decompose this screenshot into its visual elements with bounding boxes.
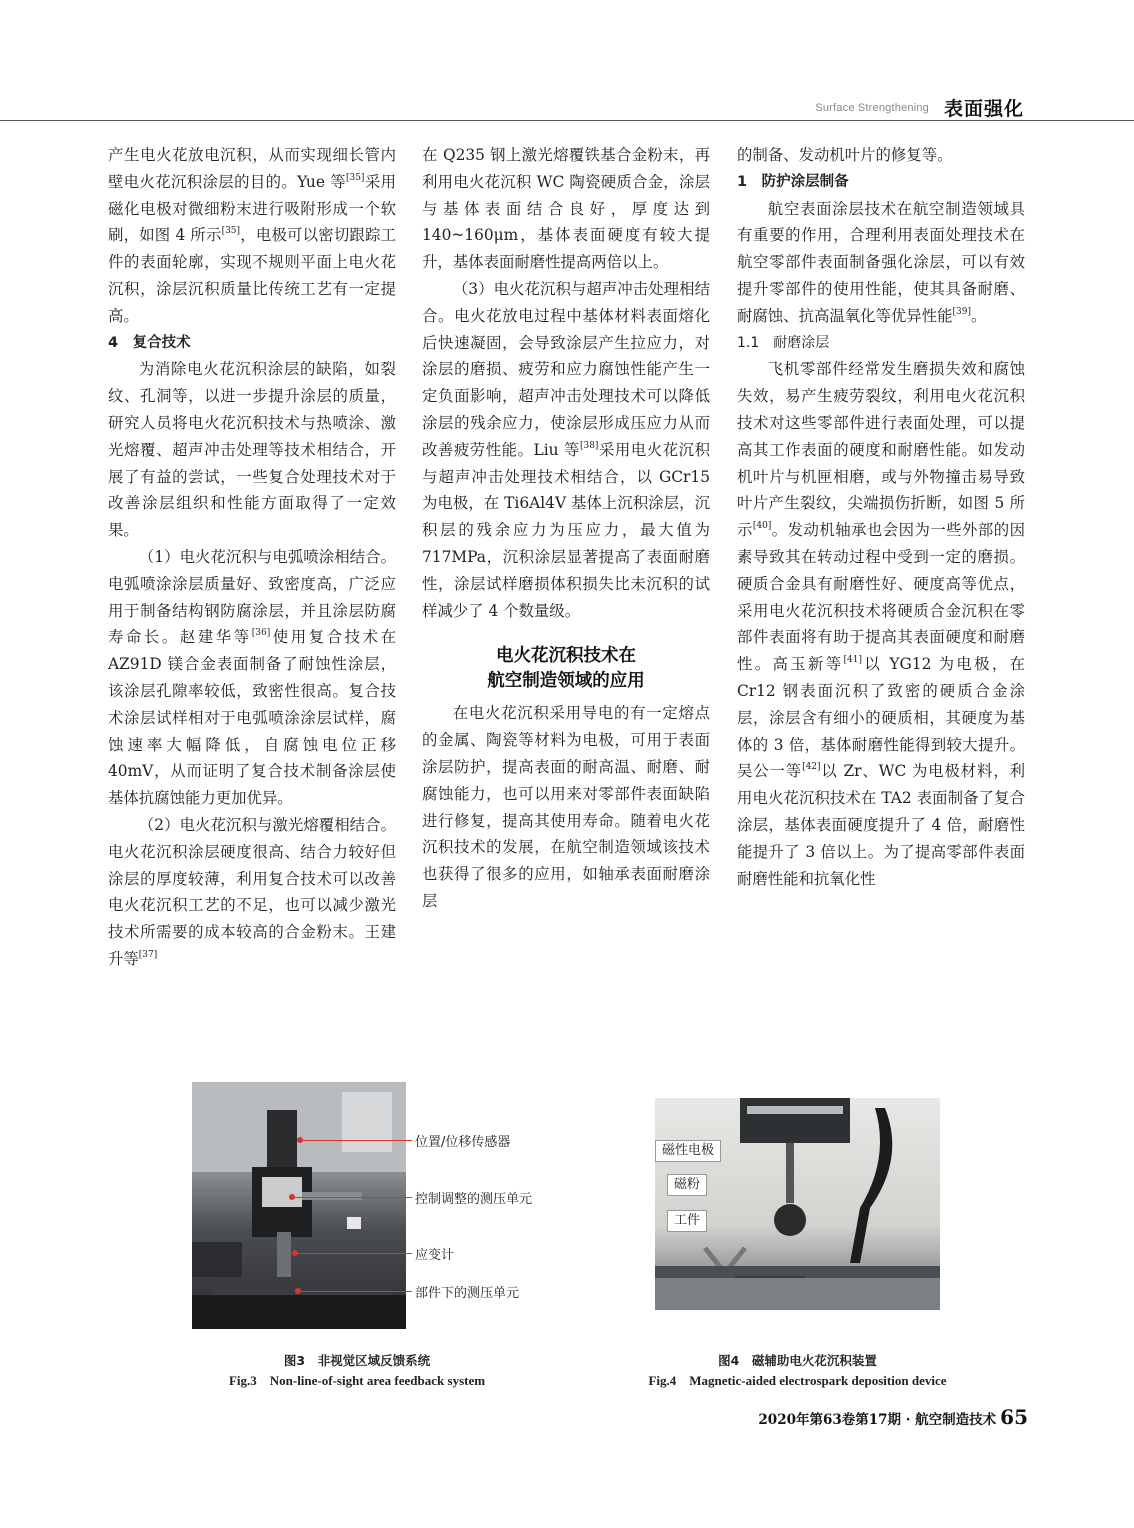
citation[interactable]: [36] [251,628,271,639]
citation[interactable]: [40] [752,521,772,532]
subsection-heading: 1.1 耐磨涂层 [737,334,830,351]
label-strain-gauge: 应变计 [415,1248,455,1263]
leader-dot [289,1194,295,1200]
citation[interactable]: [38] [579,440,599,451]
label-magnetic-powder: 磁粉 [667,1174,707,1196]
running-header [0,92,1134,122]
fig4-caption-en: Fig.4 Magnetic-aided electrospark deposition device [648,1373,947,1388]
citation[interactable]: [37] [138,949,158,960]
leader-line [300,1140,412,1141]
fig3-caption [192,1352,522,1392]
text-column-2 [422,142,710,915]
section-heading: 1 防护涂层制备 [737,173,849,190]
citation[interactable]: [35] [221,226,241,237]
leader-line [298,1291,412,1292]
citation[interactable]: [41] [843,655,862,666]
fig4-photo [655,1098,940,1310]
journal-info: 2020年第63卷第17期 · 航空制造技术 [758,1412,997,1428]
section-heading: 4 复合技术 [108,334,191,351]
header-chinese-title: 表面强化 [943,98,1024,120]
chapter-title: 电火花沉积技术在 航空制造领域的应用 [487,646,645,692]
paragraph: 飞机零部件经常发生磨损失效和腐蚀失效，易产生疲劳裂纹，利用电火花沉积技术对这些零部件进行表面处理，可以提高其工作表面的硬度和耐磨性能。如发动机叶片与机匣相磨，或与外物撞击易导致叶片产生裂纹，尖端损伤折断，如图 5 所示[40]。发动机轴承也会因为一些外部的因素导致其在转动过程中受到一定的磨损。硬质合金具有耐磨性好、硬度高等优点，采用电火花沉积技术将硬质合金沉积在零部件表面将有助于提高其表面硬度和耐磨性。高玉新等[41]以 YG12 为电极，在 Cr12 钢表面沉积了致密的硬质合金涂层，涂层含有细小的硬质相，其硬度为基体的 3 倍，基体耐磨性能得到较大提升。吴公一等[42]以 Zr、WC 为电极材料，利用电火花沉积技术在 TA2 表面制备了复合涂层，基体表面硬度提升了 4 倍，耐磨性能提升了 3 倍以上。为了提高零部件表面耐磨性能和抗氧化性 [737,360,1025,888]
paragraph: （1）电火花沉积与电弧喷涂相结合。电弧喷涂涂层质量好、致密度高，广泛应用于制备结构钢防腐涂层，并且涂层防腐寿命长。赵建华等[36]使用复合技术在 AZ91D 镁合金表面制备了耐蚀性涂层，该涂层孔隙率较低，致密性很高。复合技术涂层试样相对于电弧喷涂涂层试样，腐蚀速率大幅降低，自腐蚀电位正移 40mV，从而证明了复合技术制备涂层使基体抗腐蚀能力更加优异。 [108,547,396,808]
citation[interactable]: [35] [345,172,365,183]
label-load-cell-under-part: 部件下的测压单元 [415,1286,520,1301]
text-column-1 [108,142,396,973]
paragraph: 在 Q235 钢上激光熔覆铁基合金粉末，再利用电火花沉积 WC 陶瓷硬质合金，涂层与基体表面结合良好，厚度达到 140~160μm，基体表面硬度有较大提升，基体表面耐磨性提高两倍以上。 [422,146,710,272]
leader-line [295,1253,412,1254]
header-english-title: Surface Strengthening [815,102,929,114]
leader-dot [295,1288,301,1294]
leader-line [292,1197,412,1198]
label-position-sensor: 位置/位移传感器 [415,1135,511,1150]
fig3-caption-en: Fig.3 Non-line-of-sight area feedback system [228,1373,486,1388]
paragraph: （3）电火花沉积与超声冲击处理相结合。电火花放电过程中基体材料表面熔化后快速凝固，会导致涂层产生拉应力，对涂层的磨损、疲劳和应力腐蚀性能产生一定负面影响，超声冲击处理技术可以降低涂层的残余应力，使涂层形成压应力从而改善疲劳性能。Liu 等[38]采用电火花沉积与超声冲击处理技术相结合，以 GCr15 为电极，在 Ti6Al4V 基体上沉积涂层，沉积层的残余应力为压应力，最大值为 717MPa，沉积涂层显著提高了表面耐磨性，涂层试样磨损体积损失比未沉积的试样减少了 4 个数量级。 [422,279,710,620]
fig4-caption [620,1352,975,1392]
page-number: 65 [1000,1405,1028,1429]
leader-dot [292,1250,298,1256]
paragraph: 产生电火花放电沉积，从而实现细长管内壁电火花沉积涂层的目的。Yue 等[35]采用磁化电极对微细粉末进行吸附形成一个软刷，如图 4 所示[35]，电极可以密切跟踪工件的表面轮廓，实现不规则平面上电火花沉积，涂层沉积质量比传统工艺有一定提高。 [108,146,396,325]
header-rule [0,120,1134,121]
page-footer [758,1405,1028,1429]
label-magnetic-electrode: 磁性电极 [655,1140,721,1162]
label-workpiece: 工件 [667,1210,707,1232]
paragraph: 在电火花沉积采用导电的有一定熔点的金属、陶瓷等材料为电极，可用于表面涂层防护，提高表面的耐高温、耐磨、耐腐蚀能力，也可以用来对零部件表面缺陷进行修复，提高其使用寿命。随着电火花沉积技术的发展，在航空制造领域该技术也获得了很多的应用，如轴承表面耐磨涂层 [422,704,710,910]
citation[interactable]: [42] [802,762,821,773]
fig4-apparatus-image [655,1098,940,1310]
leader-dot [297,1137,303,1143]
fig3-caption-cn: 图3 非视觉区域反馈系统 [283,1353,431,1368]
text-column-3 [737,142,1025,892]
fig4-caption-cn: 图4 磁辅助电火花沉积装置 [718,1353,877,1368]
paragraph: 的制备、发动机叶片的修复等。 [737,146,953,164]
citation[interactable]: [39] [952,306,971,317]
paragraph: （2）电火花沉积与激光熔覆相结合。电火花沉积涂层硬度很高、结合力较好但涂层的厚度较薄，利用复合技术可以改善电火花沉积工艺的不足，也可以减少激光技术所需要的成本较高的合金粉末。王建升等[37] [108,815,396,968]
paragraph: 为消除电火花沉积涂层的缺陷，如裂纹、孔洞等，以进一步提升涂层的质量，研究人员将电火花沉积技术与热喷涂、激光熔覆、超声冲击处理等技术相结合，开展了有益的尝试，一些复合处理技术对于改善涂层组织和性能方面取得了一定效果。 [108,360,396,540]
label-control-load-cell: 控制调整的测压单元 [415,1192,533,1207]
paragraph: 航空表面涂层技术在航空制造领域具有重要的作用，合理利用表面处理技术在航空零部件表面制备强化涂层，可以有效提升零部件的使用性能，使其具备耐磨、耐腐蚀、抗高温氧化等优异性能[39]。 [737,199,1025,325]
